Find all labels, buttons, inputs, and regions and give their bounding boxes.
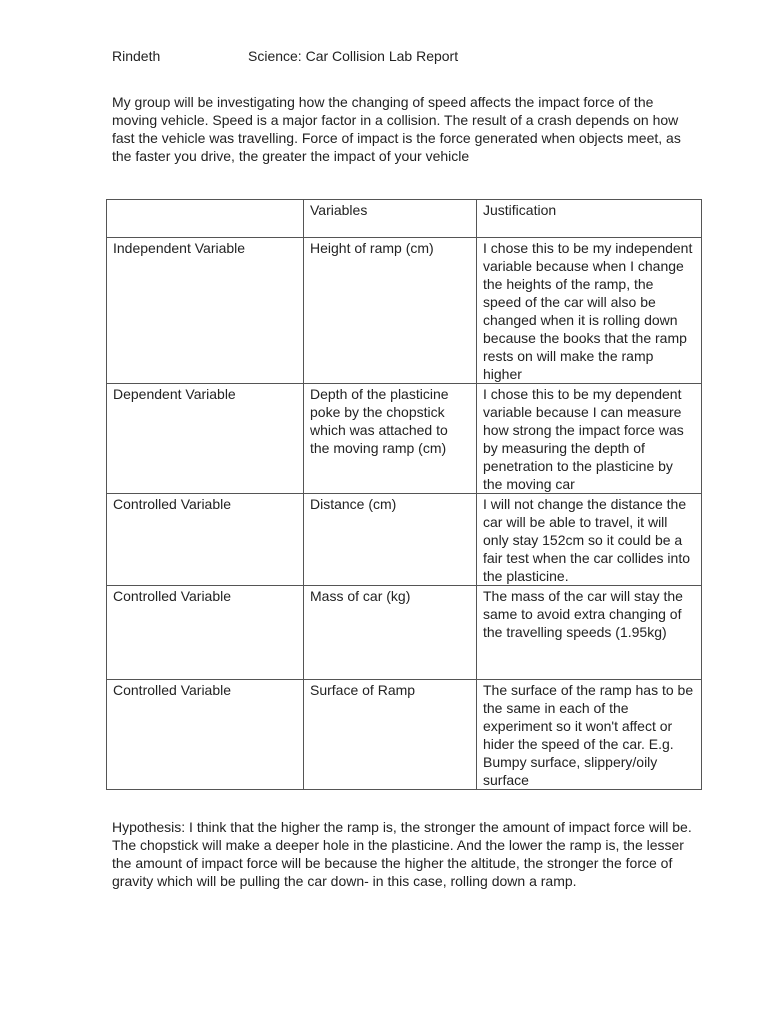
variable-type-cell: Dependent Variable bbox=[107, 384, 304, 494]
justification-cell: I chose this to be my independent variable because when I change the heights of the ramp, the speed of the car will also be changed when it is rolling down because the books that the ramp rests on will make the ramp higher bbox=[477, 238, 702, 384]
table-row bbox=[107, 586, 702, 680]
justification-cell: The mass of the car will stay the same to avoid extra changing of the travelling speeds (1.95kg) bbox=[477, 586, 702, 680]
table-header-row bbox=[107, 200, 702, 238]
table-header-cell: Variables bbox=[304, 200, 477, 238]
document-title: Science: Car Collision Lab Report bbox=[248, 48, 459, 64]
intro-paragraph: My group will be investigating how the changing of speed affects the impact force of the moving vehicle. Speed is a major factor in a collision. The result of a crash depends on how fast the vehicle was travelling. Force of impact is the force generated when objects meet, as the faster you drive, the greater the impact of your vehicle bbox=[112, 94, 681, 164]
variable-type-cell: Independent Variable bbox=[107, 238, 304, 384]
justification-cell: I will not change the distance the car will be able to travel, it will only stay 152cm so it could be a fair test when the car collides into the plasticine. bbox=[477, 494, 702, 586]
justification-cell: The surface of the ramp has to be the same in each of the experiment so it won't affect or hider the speed of the car. E.g. Bumpy surface, slippery/oily surface bbox=[477, 680, 702, 790]
table-header-cell bbox=[107, 200, 304, 238]
table-row bbox=[107, 494, 702, 586]
table-row bbox=[107, 238, 702, 384]
table-row bbox=[107, 384, 702, 494]
variable-name-cell: Height of ramp (cm) bbox=[304, 238, 477, 384]
table-header-cell: Justification bbox=[477, 200, 702, 238]
variable-type-cell: Controlled Variable bbox=[107, 680, 304, 790]
variables-table bbox=[106, 199, 702, 790]
variable-name-cell: Depth of the plasticine poke by the chopstick which was attached to the moving ramp (cm) bbox=[304, 384, 477, 494]
variable-type-cell: Controlled Variable bbox=[107, 586, 304, 680]
author-name: Rindeth bbox=[112, 48, 161, 64]
variable-type-cell: Controlled Variable bbox=[107, 494, 304, 586]
justification-cell: I chose this to be my dependent variable because I can measure how strong the impact force was by measuring the depth of penetration to the plasticine by the moving car bbox=[477, 384, 702, 494]
variable-name-cell: Mass of car (kg) bbox=[304, 586, 477, 680]
hypothesis-paragraph: Hypothesis: I think that the higher the ramp is, the stronger the amount of impact force will be. The chopstick will make a deeper hole in the plasticine. And the lower the ramp is, the lesser the amount of impact force will be because the higher the altitude, the stronger the force of gravity which will be pulling the car down- in this case, rolling down a ramp. bbox=[112, 819, 692, 889]
table-row bbox=[107, 680, 702, 790]
variable-name-cell: Distance (cm) bbox=[304, 494, 477, 586]
variable-name-cell: Surface of Ramp bbox=[304, 680, 477, 790]
document-header bbox=[112, 47, 712, 65]
